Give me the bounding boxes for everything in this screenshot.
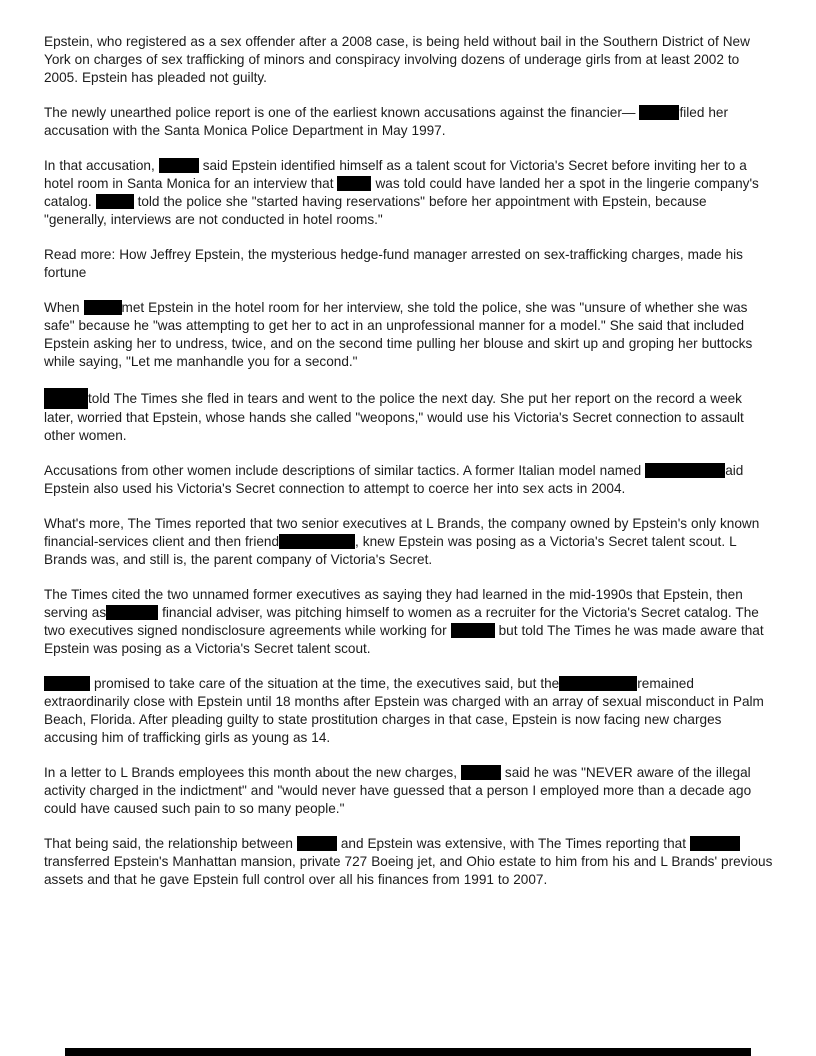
text-run: In a letter to L Brands employees this month about the new charges, (44, 765, 461, 780)
text-run: said he was "NEVER aware of the illegal activity charged in the indictment" and "would never have guessed that a person I employed more than a decade ago could have caused such pain to so many people." (44, 765, 752, 816)
text-run: told the police she "started having reservations" before her appointment with Epstein, because "generally, interviews are not conducted in hotel rooms." (44, 194, 707, 227)
text-run: aid Epstein also used his Victoria's Secret connection to attempt to coerce her into sex acts in 2004. (44, 463, 744, 496)
paragraph (44, 299, 773, 371)
text-run: What's more, The Times reported that two senior executives at L Brands, the company owned by Epstein's only known financial-services client and then friend (44, 516, 760, 549)
text-run: In that accusation, (44, 158, 159, 173)
text-run: The Times cited the two unnamed former executives as saying they had learned in the mid-1990s that Epstein, then serving as (44, 587, 743, 620)
redaction-bar (337, 176, 371, 191)
text-run: promised to take care of the situation at the time, the executives said, but the (90, 676, 560, 691)
redaction-bar (297, 836, 337, 851)
redaction-bar (44, 676, 90, 691)
paragraph (44, 586, 773, 658)
redaction-bar-bottom (65, 1048, 751, 1056)
text-run: transferred Epstein's Manhattan mansion, private 727 Boeing jet, and Ohio estate to him from his and L Brands' previous assets and that he gave Epstein full control over all his finances from 1991 to 2007. (44, 854, 773, 887)
text-run: but told The Times he was made aware that Epstein was posing as a Victoria's Secret talent scout. (44, 623, 764, 656)
redaction-bar (690, 836, 740, 851)
paragraph (44, 462, 773, 498)
paragraph (44, 835, 773, 889)
text-run: said Epstein identified himself as a talent scout for Victoria's Secret before inviting her to a hotel room in Santa Monica for an interview that (44, 158, 747, 191)
redaction-bar (279, 534, 355, 549)
redaction-bar (461, 765, 501, 780)
paragraph (44, 246, 773, 282)
redaction-bar (84, 300, 122, 315)
text-run: When (44, 300, 84, 315)
text-run: told The Times she fled in tears and went to the police the next day. She put her report on the record a week later, worried that Epstein, whose hands she called "weopons," would use his Victoria's Secret connection to assault other women. (44, 391, 744, 443)
text-run: and Epstein was extensive, with The Times reporting that (336, 836, 690, 851)
paragraph (44, 675, 773, 747)
paragraph (44, 104, 773, 140)
paragraph (44, 764, 773, 818)
text-run: met Epstein in the hotel room for her interview, she told the police, she was "unsure of whether she was safe" because he "was attempting to get her to act in an unprofessional manner for a model." She said that included Epstein asking her to undress, twice, and on the second time pulling her blouse and skirt up and groping her buttocks while saying, "Let me manhandle you for a second." (44, 300, 753, 369)
paragraph (44, 515, 773, 569)
redaction-bar (639, 105, 679, 120)
redaction-bar (645, 463, 725, 478)
paragraph (44, 388, 773, 445)
text-run: financial adviser, was pitching himself to women as a recruiter for the Victoria's Secret catalog. The two executives signed nondisclosure agreements while working for (44, 605, 759, 638)
text-run: Epstein, who registered as a sex offender after a 2008 case, is being held without bail in the Southern District of New York on charges of sex trafficking of minors and conspiracy involving dozens of underage girls from at least 2002 to 2005. Epstein has pleaded not guilty. (44, 34, 750, 85)
text-run: Accusations from other women include descriptions of similar tactics. A former Italian model named (44, 463, 646, 478)
redaction-bar (159, 158, 199, 173)
redaction-bar (96, 194, 134, 209)
text-run: That being said, the relationship between (44, 836, 297, 851)
text-run: Read more: How Jeffrey Epstein, the mysterious hedge-fund manager arrested on sex-trafficking charges, made his fortune (44, 247, 743, 280)
redaction-bar (44, 388, 88, 409)
text-run: filed her accusation with the Santa Monica Police Department in May 1997. (44, 105, 728, 138)
redaction-bar (106, 605, 158, 620)
paragraph (44, 157, 773, 229)
text-run: was told could have landed her a spot in the lingerie company's catalog. (44, 176, 759, 209)
text-run: remained extraordinarily close with Epstein until 18 months after Epstein was charged with an array of sexual misconduct in Palm Beach, Florida. After pleading guilty to state prostitution charges in that case, Epstein is now facing new charges accusing him of trafficking girls as young as 14. (44, 676, 764, 745)
paragraph (44, 33, 773, 87)
text-run: , knew Epstein was posing as a Victoria's Secret talent scout. L Brands was, and still is, the parent company of Victoria's Secret. (44, 534, 737, 567)
redaction-bar (559, 676, 637, 691)
redaction-bar (451, 623, 495, 638)
text-run: The newly unearthed police report is one of the earliest known accusations against the financier— (44, 105, 640, 120)
article-body (44, 33, 773, 906)
